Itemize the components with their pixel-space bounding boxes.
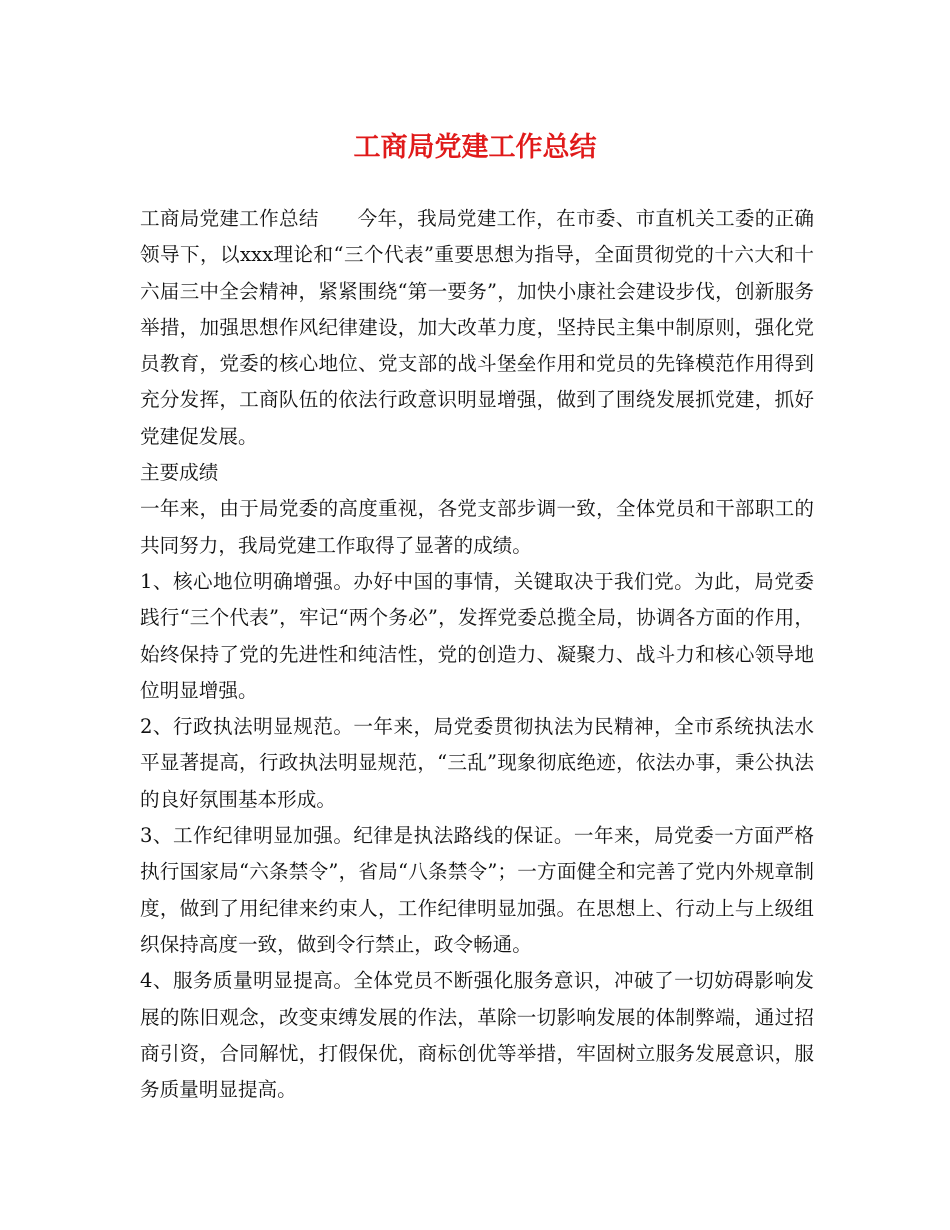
section-heading-main-achievements: 主要成绩 [140, 461, 219, 485]
achievement-item-2: 2、行政执法明显规范。一年来，局党委贯彻执法为民精神，全市系统执法水平显著提高，行政执法明显规范，“三乱”现象彻底绝迹，依法办事，秉公执法的良好氛围基本形成。 [140, 715, 814, 811]
summary-paragraph: 一年来，由于局党委的高度重视，各党支部步调一致，全体党员和干部职工的共同努力，我局党建工作取得了显著的成绩。 [140, 497, 814, 557]
document-body [140, 201, 814, 1108]
achievement-item-4: 4、服务质量明显提高。全体党员不断强化服务意识，冲破了一切妨碍影响发展的陈旧观念，改变束缚发展的作法，革除一切影响发展的体制弊端，通过招商引资，合同解忧，打假保优，商标创优等举措，牢固树立服务发展意识，服务质量明显提高。 [140, 969, 814, 1102]
achievement-item-1: 1、核心地位明确增强。办好中国的事情，关键取决于我们党。为此，局党委践行“三个代表”，牢记“两个务必”，发挥党委总揽全局，协调各方面的作用，始终保持了党的先进性和纯洁性，党的创造力、凝聚力、战斗力和核心领导地位明显增强。 [140, 569, 814, 702]
document-title: 工商局党建工作总结 [353, 132, 597, 163]
intro-paragraph: 工商局党建工作总结 今年，我局党建工作，在市委、市直机关工委的正确领导下，以xxx理论和“三个代表”重要思想为指导，全面贯彻党的十六大和十六届三中全会精神，紧紧围绕“第一要务”，加快小康社会建设步伐，创新服务举措，加强思想作风纪律建设，加大改革力度，坚持民主集中制原则，强化党员教育，党委的核心地位、党支部的战斗堡垒作用和党员的先锋模范作用得到充分发挥，工商队伍的依法行政意识明显增强，做到了围绕发展抓党建，抓好党建促发展。 [140, 207, 814, 448]
achievement-item-3: 3、工作纪律明显加强。纪律是执法路线的保证。一年来，局党委一方面严格执行国家局“六条禁令”，省局“八条禁令”；一方面健全和完善了党内外规章制度，做到了用纪律来约束人，工作纪律明显加强。在思想上、行动上与上级组织保持高度一致，做到令行禁止，政令畅通。 [140, 824, 814, 956]
